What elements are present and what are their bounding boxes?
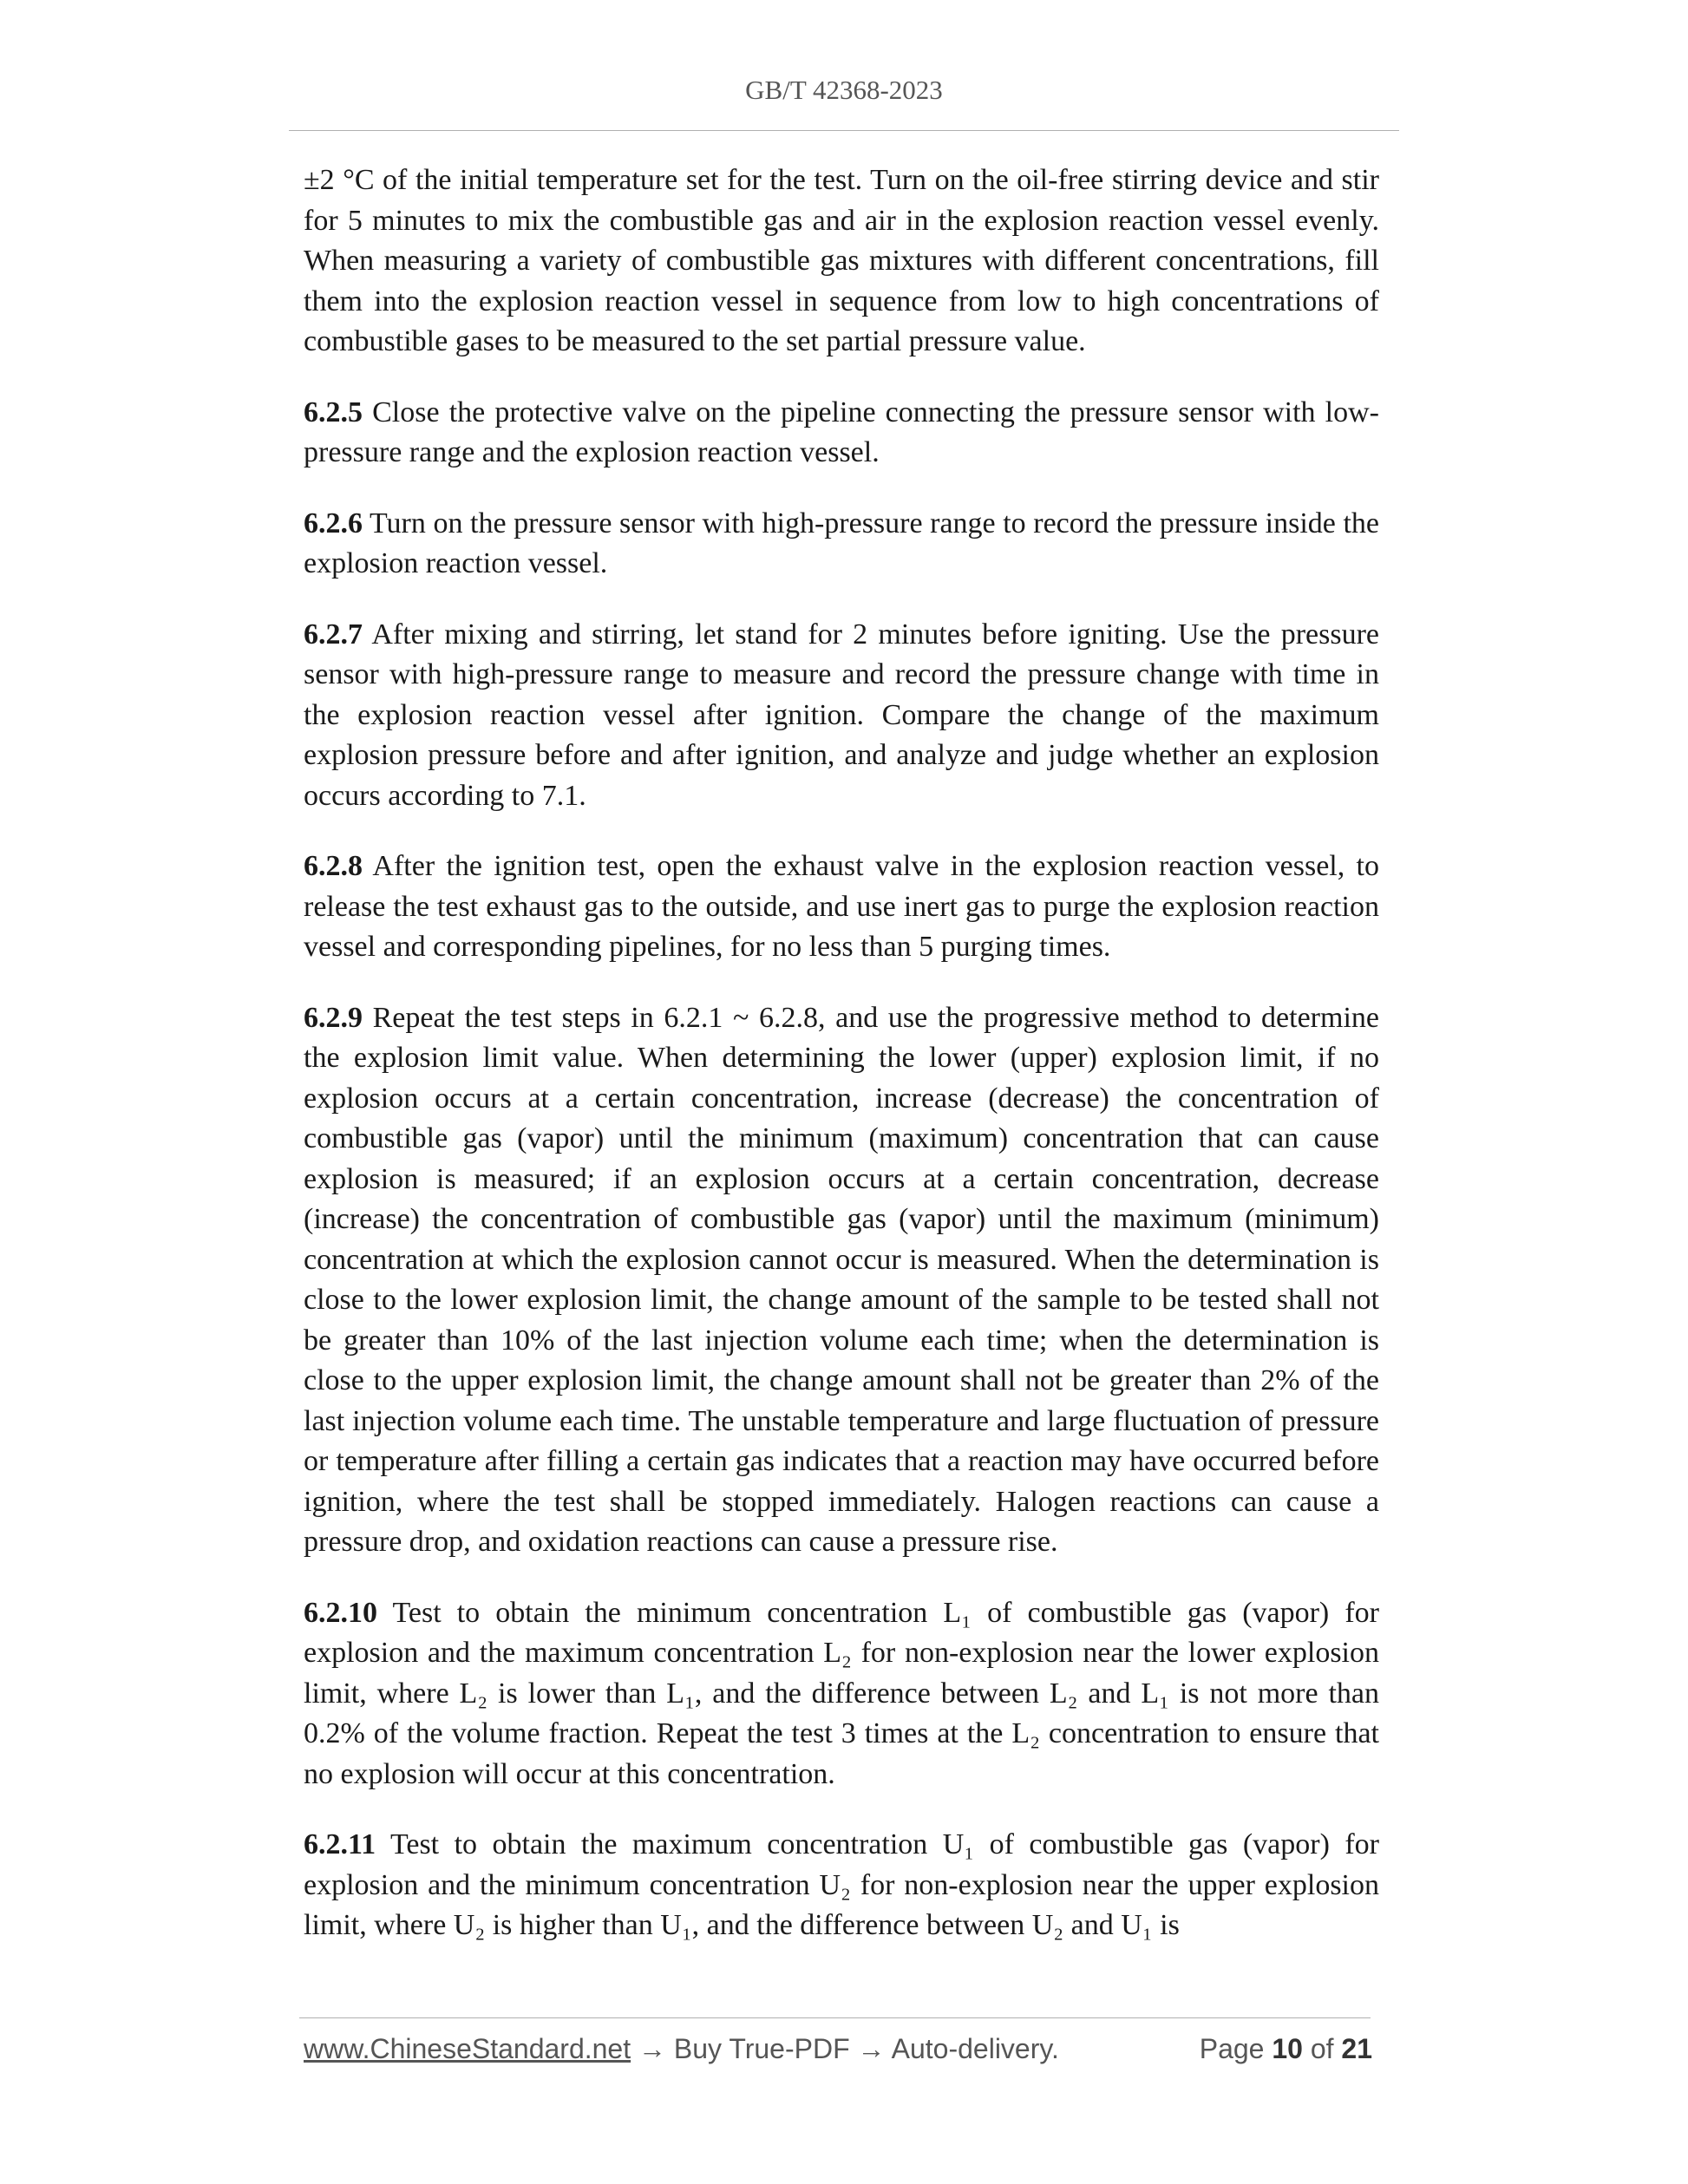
paragraph-continuation xyxy=(304,160,1379,363)
clause-text: Repeat the test steps in 6.2.1 ~ 6.2.8, and use the progressive method to determine the explosion limit value. When determining the lower (upper) explosion limit, if no explosion occurs at a certain concentration, increase (decrease) the concentration of combustible gas (vapor) until the minimum (maximum) concentration that can cause explosion is measured; if an explosion occurs at a certain concentration, decrease (increase) the concentration of combustible gas (vapor) until the maximum (minimum) concentration at which the explosion cannot occur is measured. When the determination is close to the lower explosion limit, the change amount of the sample to be tested shall not be greater than 10% of the last injection volume each time; when the determination is close to the upper explosion limit, the change amount shall not be greater than 2% of the last injection volume each time. The unstable temperature and large fluctuation of pressure or temperature after filling a certain gas indicates that a reaction may have occurred before ignition, where the test shall be stopped immediately. Halogen reactions can cause a pressure drop, and oxidation reactions can cause a pressure rise. xyxy=(304,1001,1379,1558)
clause-number: 6.2.9 xyxy=(304,1001,363,1034)
clause-text: After mixing and stirring, let stand for 2 minutes before igniting. Use the pressure sensor with high-pressure range to measure and record the pressure change with time in the explosion reaction vessel after ignition. Compare the change of the maximum explosion pressure before and after ignition, and analyze and judge whether an explosion occurs according to 7.1. xyxy=(304,618,1379,812)
page-number xyxy=(1200,2033,1372,2065)
clause-number: 6.2.6 xyxy=(304,507,363,539)
website-link[interactable]: www.ChineseStandard.net xyxy=(304,2033,631,2064)
clause-number: 6.2.5 xyxy=(304,396,363,428)
clause-number: 6.2.10 xyxy=(304,1596,377,1629)
page-footer xyxy=(304,2033,1372,2071)
clause-text: After the ignition test, open the exhaust valve in the explosion reaction vessel, to release the test exhaust gas to the outside, and use inert gas to purge the explosion reaction vessel and corresponding pipelines, for no less than 5 purging times. xyxy=(304,850,1379,963)
clause-6-2-5 xyxy=(304,393,1379,474)
clause-text: Turn on the pressure sensor with high-pressure range to record the pressure inside the explosion reaction vessel. xyxy=(304,507,1379,579)
footer-divider xyxy=(299,2017,1371,2018)
clause-6-2-9 xyxy=(304,998,1379,1563)
page-of: of xyxy=(1302,2033,1342,2064)
clause-number: 6.2.11 xyxy=(304,1828,376,1860)
page-current: 10 xyxy=(1272,2033,1303,2064)
clause-6-2-7 xyxy=(304,615,1379,817)
clause-text: Close the protective valve on the pipeline connecting the pressure sensor with low-pressure range and the explosion reaction vessel. xyxy=(304,396,1379,468)
footer-tagline: → Buy True-PDF → Auto-delivery. xyxy=(631,2033,1059,2064)
page-label: Page xyxy=(1199,2033,1273,2064)
clause-number: 6.2.7 xyxy=(304,618,363,651)
paragraph-text: ±2 °C of the initial temperature set for the test. Turn on the oil-free stirring device and stir for 5 minutes to mix the combustible gas and air in the explosion reaction vessel evenly. When measuring a variety of combustible gas mixtures with different concentrations, fill them into the explosion reaction vessel in sequence from low to high concentrations of combustible gases to be measured to the set partial pressure value. xyxy=(304,164,1379,357)
clause-6-2-10 xyxy=(304,1593,1379,1795)
footer-promo xyxy=(304,2033,1059,2065)
page-total: 21 xyxy=(1341,2033,1372,2064)
clause-text: Test to obtain the maximum concentration U₁ of combustible gas (vapor) for explosion and the minimum concentration U₂ for non-explosion near the upper explosion limit, where U₂ is higher than U₁, and the difference between U₂ and U₁ is xyxy=(304,1828,1379,1941)
clause-text: Test to obtain the minimum concentration L₁ of combustible gas (vapor) for explosion and the maximum concentration L₂ for non-explosion near the lower explosion limit, where L₂ is lower than L₁, and the difference between L₂ and L₁ is not more than 0.2% of the volume fraction. Repeat the test 3 times at the L₂ concentration to ensure that no explosion will occur at this concentration. xyxy=(304,1596,1379,1790)
clause-number: 6.2.8 xyxy=(304,850,363,882)
clause-6-2-11 xyxy=(304,1825,1379,1946)
header-divider xyxy=(289,130,1399,131)
clause-6-2-6 xyxy=(304,504,1379,585)
document-body xyxy=(304,160,1379,1977)
clause-6-2-8 xyxy=(304,847,1379,968)
page-header: GB/T 42368-2023 xyxy=(745,75,943,105)
